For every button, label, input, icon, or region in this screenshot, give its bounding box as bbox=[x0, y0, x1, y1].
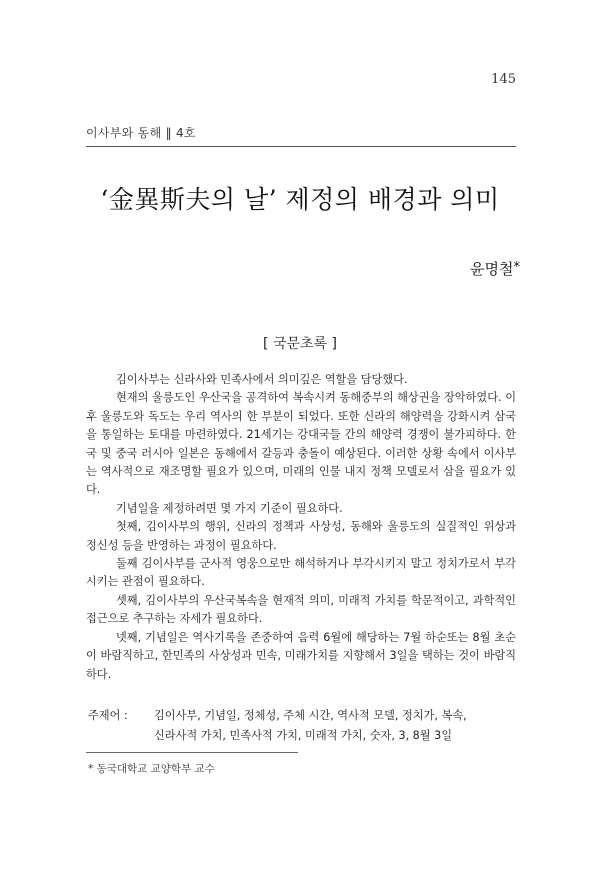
header-divider bbox=[86, 146, 516, 147]
abstract-heading: [ 국문초록 ] bbox=[263, 336, 337, 352]
author-affiliation-footnote: * 동국대학교 교양학부 교수 bbox=[88, 763, 215, 775]
abstract-paragraph: 김이사부는 신라사와 민족사에서 의미깊은 역할을 담당했다. bbox=[116, 373, 408, 386]
abstract-paragraph: 기념일을 제정하려면 몇 가지 기준이 필요하다. bbox=[116, 501, 343, 515]
footnote-divider bbox=[86, 752, 298, 753]
keywords-line-1: 김이사부, 기념일, 정체성, 주체 시간, 역사적 모델, 정치가, 복속, bbox=[154, 709, 467, 722]
abstract-paragraph: 둘째 김이사부를 군사적 영웅으로만 해석하거나 부각시키지 말고 정치가로서 부각시키는 관점이 필요하다. bbox=[86, 557, 516, 589]
author-footnote-marker: * bbox=[513, 260, 520, 275]
page-number: 145 bbox=[491, 72, 516, 87]
running-header: 이사부와 동해 ‖ 4호 bbox=[86, 126, 196, 140]
abstract-paragraph: 셋째, 김이사부의 우산국복속을 현재적 의미, 미래적 가치를 학문적이고, 과학적인 접근으로 추구하는 자세가 필요하다. bbox=[86, 593, 516, 626]
abstract-paragraph: 현재의 울릉도인 우산국을 공격하여 복속시켜 동해중부의 해상권을 장악하였다. 이후 울릉도와 독도는 우리 역사의 한 부분이 되었다. 또한 신라의 해양력을 강화시켜 삼국을 통일하는 토대를 마련하였다. 21세기는 강대국들 간의 해양력 경쟁이 불가피하다. 한국 및 중국 러시아 일본은 동해에서 갈등과 충돌이 예상된다. 이러한 상황 속에서 이사부는 역사적으로 재조명할 필요가 있으며, 미래의 인물 내지 정책 모델로서 삼을 필요가 있다. bbox=[86, 391, 516, 497]
author-byline bbox=[470, 258, 520, 279]
abstract-body bbox=[86, 371, 516, 684]
paper-title: ‘金異斯夫의 날’ 제정의 배경과 의미 bbox=[100, 185, 500, 214]
keywords-block bbox=[88, 706, 518, 746]
keywords-label: 주제어 : bbox=[88, 709, 128, 722]
abstract-paragraph: 첫째, 김이사부의 행위, 신라의 정책과 사상성, 동해와 울릉도의 실질적인 위상과 정신성 등을 반영하는 과정이 필요하다. bbox=[86, 520, 516, 552]
abstract-paragraph: 넷째, 기념일은 역사기록을 존중하여 음력 6월에 해당하는 7월 하순또는 8월 초순이 바람직하고, 한민족의 사상성과 민속, 미래가치를 지향해서 3일을 택하는 것이 바람직하다. bbox=[86, 630, 516, 681]
keywords-line-2: 신라사적 가치, 민족사적 가치, 미래적 가치, 숫자, 3, 8월 3일 bbox=[154, 729, 453, 742]
author-name: 윤명철 bbox=[470, 260, 514, 278]
